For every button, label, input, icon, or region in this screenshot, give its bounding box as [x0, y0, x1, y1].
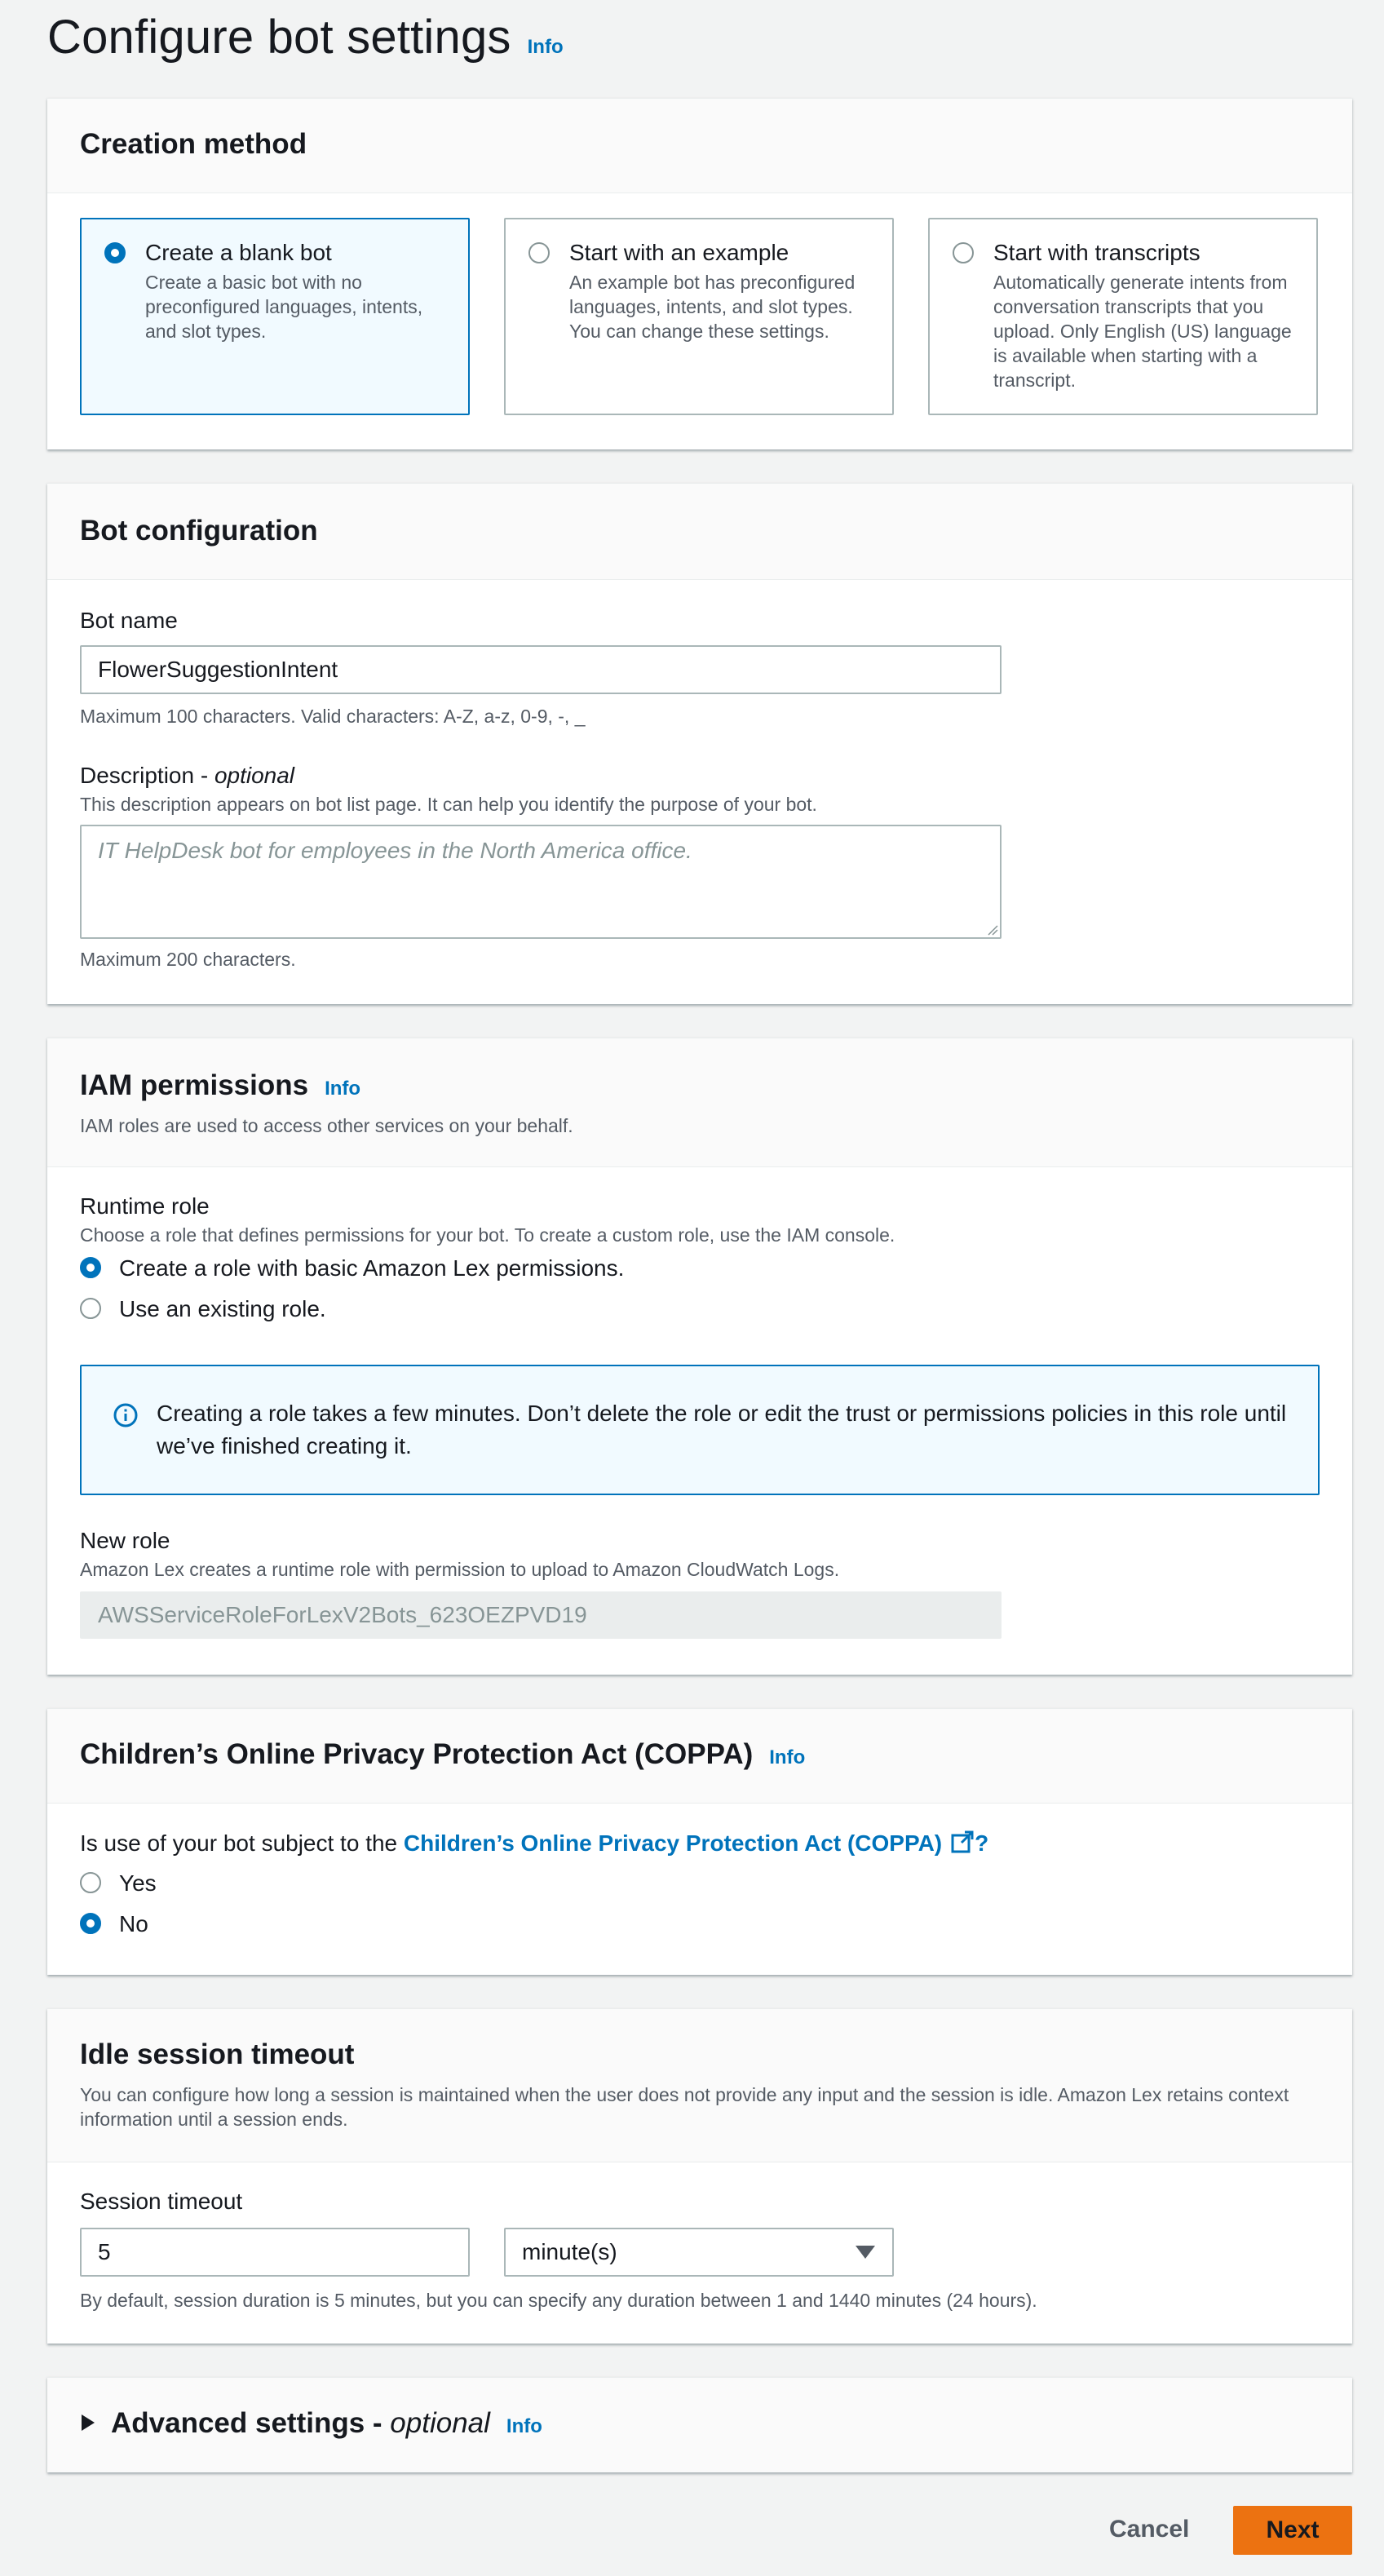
info-circle-icon	[113, 1402, 139, 1428]
description-hint: Maximum 200 characters.	[80, 949, 296, 970]
radio-yes[interactable]	[80, 1872, 101, 1893]
advanced-settings-row[interactable]	[80, 2407, 542, 2440]
coppa-question-prefix: Is use of your bot subject to the	[80, 1830, 404, 1856]
bot-configuration-title: Bot configuration	[80, 515, 318, 547]
external-link-icon[interactable]	[950, 1830, 975, 1854]
runtime-role-label: Runtime role	[80, 1193, 210, 1219]
caret-down-icon	[855, 2244, 876, 2260]
radio-start-example[interactable]	[528, 242, 550, 263]
info-alert-text: Creating a role takes a few minutes. Don’t delete the role or edit the trust or permissions policies in this role until we’ve finished creating it.	[157, 1401, 1287, 1458]
radio-create-role[interactable]	[80, 1257, 101, 1278]
coppa-header	[47, 1709, 1352, 1804]
description-label-text: Description -	[80, 763, 214, 788]
tile-title: Start with transcripts	[993, 240, 1200, 265]
tile-create-blank[interactable]	[80, 218, 470, 415]
tile-start-transcripts[interactable]	[928, 218, 1318, 415]
page-title: Configure bot settings	[47, 11, 511, 64]
advanced-settings-title: Advanced settings -	[111, 2407, 391, 2439]
description-textarea[interactable]: IT HelpDesk bot for employees in the North America office.	[80, 825, 1002, 939]
session-timeout-input[interactable]: 5	[80, 2228, 470, 2277]
iam-permissions-header	[47, 1038, 1352, 1167]
timeout-unit-value: minute(s)	[522, 2239, 617, 2264]
new-role-input: AWSServiceRoleForLexV2Bots_623OEZPVD19	[80, 1591, 1002, 1639]
iam-sub: IAM roles are used to access other services on your behalf.	[80, 1115, 573, 1136]
new-role-label: New role	[80, 1528, 170, 1553]
iam-title: IAM permissions	[80, 1069, 309, 1101]
timeout-unit-select[interactable]	[504, 2228, 894, 2277]
idle-timeout-title: Idle session timeout	[80, 2038, 355, 2070]
radio-no[interactable]	[80, 1913, 101, 1934]
tile-desc: Automatically generate intents from conversation transcripts that you upload. Only English (US) language is available when starting with a transcript.	[993, 272, 1292, 391]
next-button[interactable]: Next	[1233, 2506, 1352, 2555]
coppa-link[interactable]: Children’s Online Privacy Protection Act (COPPA)	[403, 1830, 943, 1856]
radio-label: Use an existing role.	[119, 1296, 326, 1321]
creation-method-title: Creation method	[80, 128, 307, 160]
idle-timeout-panel	[47, 2008, 1352, 2344]
runtime-role-sub: Choose a role that defines permissions for your bot. To create a custom role, use the IAM console.	[80, 1224, 895, 1246]
iam-permissions-panel	[47, 1038, 1352, 1675]
coppa-title: Children’s Online Privacy Protection Act (COPPA)	[80, 1738, 754, 1770]
resize-handle-icon[interactable]	[987, 924, 998, 936]
advanced-settings-optional: optional	[390, 2407, 490, 2439]
advanced-settings-panel[interactable]	[47, 2377, 1352, 2472]
coppa-title-row	[80, 1738, 805, 1771]
tile-desc: An example bot has preconfigured languages, intents, and slot types. You can change these settings.	[569, 272, 856, 342]
coppa-panel	[47, 1708, 1352, 1975]
bot-configuration-panel	[47, 483, 1352, 1004]
idle-timeout-header	[47, 2009, 1352, 2162]
page-header	[47, 10, 564, 64]
radio-existing-role[interactable]	[80, 1298, 101, 1319]
cancel-button[interactable]: Cancel	[1109, 2516, 1190, 2543]
bot-name-label: Bot name	[80, 608, 178, 633]
tile-desc: Create a basic bot with no preconfigured languages, intents, and slot types.	[145, 272, 423, 342]
coppa-question	[80, 1830, 988, 1857]
session-timeout-label: Session timeout	[80, 2189, 243, 2214]
radio-create-blank[interactable]	[104, 242, 126, 263]
radio-label: Create a role with basic Amazon Lex permissions.	[119, 1255, 625, 1281]
creation-method-panel	[47, 98, 1352, 449]
tile-start-example[interactable]	[504, 218, 894, 415]
advanced-info-link[interactable]: Info	[506, 2415, 542, 2437]
iam-title-row	[80, 1069, 360, 1102]
radio-label: No	[119, 1911, 148, 1936]
radio-label: Yes	[119, 1870, 157, 1896]
new-role-sub: Amazon Lex creates a runtime role with permission to upload to Amazon CloudWatch Logs.	[80, 1559, 840, 1580]
bot-configuration-header	[47, 484, 1352, 580]
bot-name-hint: Maximum 100 characters. Valid characters: A-Z, a-z, 0-9, -, _	[80, 706, 586, 727]
radio-start-transcripts[interactable]	[953, 242, 974, 263]
bot-name-input[interactable]: FlowerSuggestionIntent	[80, 645, 1002, 694]
description-label	[80, 763, 294, 789]
tile-title: Start with an example	[569, 240, 789, 265]
coppa-info-link[interactable]: Info	[769, 1746, 806, 1768]
idle-timeout-sub: You can configure how long a session is maintained when the user does not provide any input and the session is idle. Amazon Lex retains context information until a session ends.	[80, 2084, 1289, 2130]
creation-method-header	[47, 99, 1352, 193]
iam-info-link[interactable]: Info	[325, 1078, 361, 1100]
page-info-link[interactable]: Info	[527, 36, 564, 58]
description-sub: This description appears on bot list page. It can help you identify the purpose of your bot.	[80, 794, 817, 815]
tile-title: Create a blank bot	[145, 240, 332, 265]
coppa-question-suffix: ?	[975, 1830, 989, 1856]
session-timeout-hint: By default, session duration is 5 minutes, but you can specify any duration between 1 and 1440 minutes (24 hours).	[80, 2290, 1037, 2311]
info-alert	[80, 1365, 1320, 1495]
description-optional: optional	[214, 763, 295, 788]
caret-right-icon[interactable]	[80, 2413, 96, 2432]
